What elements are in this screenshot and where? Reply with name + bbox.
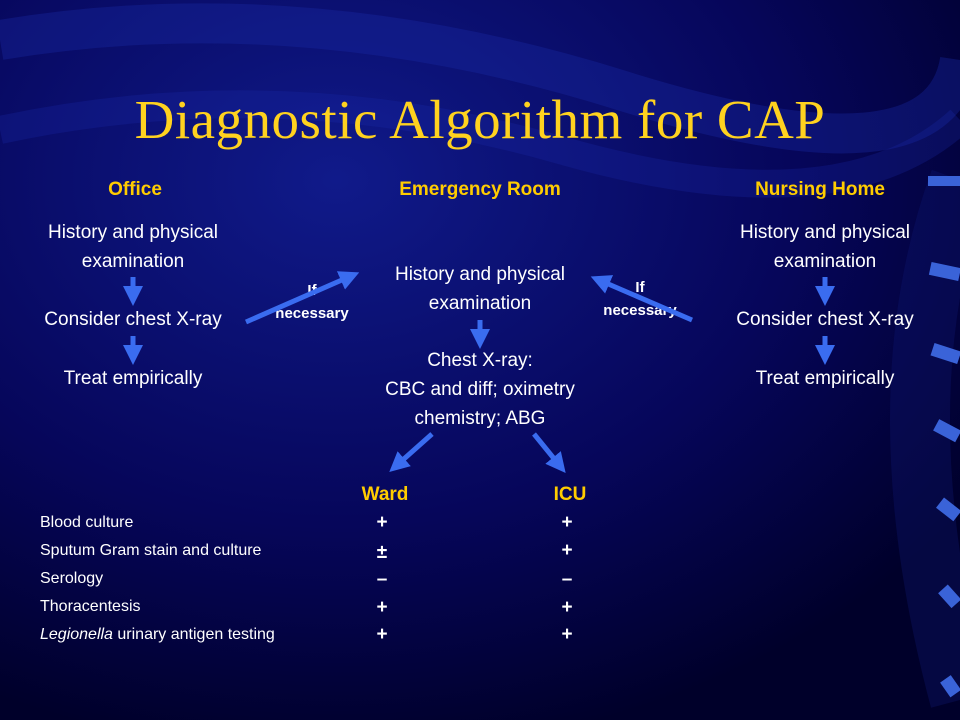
table-row bbox=[40, 514, 133, 532]
er-history-line2: examination bbox=[428, 293, 532, 314]
table-row bbox=[40, 542, 261, 560]
ward-value: + bbox=[376, 624, 388, 645]
emergency-room-header: Emergency Room bbox=[399, 179, 561, 200]
office-consider-xray: Consider chest X-ray bbox=[44, 309, 222, 330]
if-necessary-left bbox=[262, 279, 362, 325]
icu-header: ICU bbox=[553, 484, 587, 505]
nh-history-line1: History and physical bbox=[739, 222, 911, 243]
row-label: Serology bbox=[40, 570, 104, 587]
er-chest-xray-line3: chemistry; ABG bbox=[414, 408, 546, 429]
office-treat-empirically: Treat empirically bbox=[63, 368, 203, 389]
if-necessary-left-line2: necessary bbox=[275, 305, 349, 322]
ward-value: ± bbox=[376, 542, 388, 563]
if-necessary-right bbox=[590, 276, 690, 322]
office-history-line2: examination bbox=[81, 251, 185, 272]
er-chest-xray-line2: CBC and diff; oximetry bbox=[385, 379, 575, 400]
row-label-italic: Legionella bbox=[40, 626, 113, 643]
table-row bbox=[40, 598, 141, 616]
ward-header: Ward bbox=[361, 484, 409, 505]
icu-value: + bbox=[561, 624, 573, 645]
nh-consider-xray: Consider chest X-ray bbox=[736, 309, 914, 330]
row-label: Blood culture bbox=[40, 514, 134, 531]
if-necessary-right-line1: If bbox=[635, 279, 645, 296]
page-title: Diagnostic Algorithm for CAP bbox=[134, 89, 826, 150]
office-history-line1: History and physical bbox=[47, 222, 219, 243]
icu-value: – bbox=[561, 569, 573, 590]
ward-value: – bbox=[376, 569, 388, 590]
icu-value: + bbox=[561, 540, 573, 561]
er-chest-xray-block bbox=[320, 346, 640, 433]
icu-value: + bbox=[561, 597, 573, 618]
office-history-exam bbox=[10, 218, 256, 276]
nursing-home-header: Nursing Home bbox=[755, 179, 885, 200]
er-history-exam bbox=[340, 260, 620, 318]
nh-history-exam bbox=[700, 218, 950, 276]
row-label: Sputum Gram stain and culture bbox=[40, 542, 262, 559]
icu-value: + bbox=[561, 512, 573, 533]
ward-value: + bbox=[376, 597, 388, 618]
office-header: Office bbox=[108, 179, 162, 200]
row-label: Thoracentesis bbox=[40, 598, 141, 615]
table-row bbox=[40, 626, 275, 644]
ward-value: + bbox=[376, 512, 388, 533]
er-chest-xray-line1: Chest X-ray: bbox=[427, 350, 533, 371]
row-label-suffix: urinary antigen testing bbox=[112, 626, 275, 643]
if-necessary-right-line2: necessary bbox=[603, 302, 677, 319]
er-history-line1: History and physical bbox=[394, 264, 566, 285]
table-row bbox=[40, 570, 103, 588]
if-necessary-left-line1: If bbox=[307, 282, 317, 299]
nh-treat-empirically: Treat empirically bbox=[755, 368, 895, 389]
nh-history-line2: examination bbox=[773, 251, 877, 272]
